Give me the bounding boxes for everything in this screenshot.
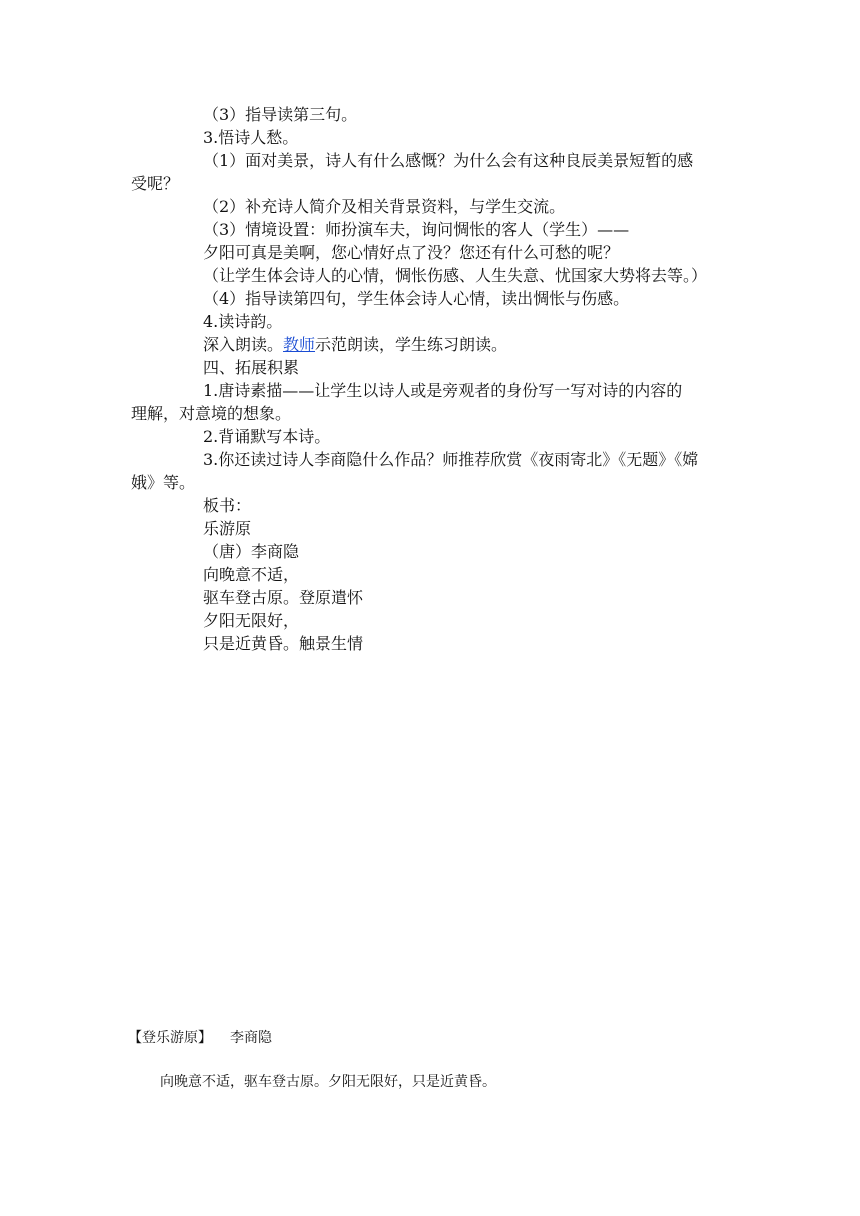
footer-title: 【登乐游原】 <box>128 1030 212 1046</box>
teacher-link[interactable]: 教师 <box>283 335 316 354</box>
text-line: （让学生体会诗人的心情，惆怅伤感、人生失意、忧国家大势将去等。） <box>203 266 708 285</box>
text-line: 理解，对意境的想象。 <box>131 404 292 423</box>
text-line: （2）补充诗人简介及相关背景资料，与学生交流。 <box>203 197 566 216</box>
footer-poem-heading <box>128 1028 272 1048</box>
poem-line: 只是近黄昏。触景生情 <box>203 634 364 653</box>
text-line: （3）情境设置：师扮演车夫，询问惆怅的客人（学生）—— <box>203 220 630 239</box>
poem-line: 驱车登古原。登原遣怀 <box>203 588 364 607</box>
footer-poem-text: 向晚意不适，驱车登古原。夕阳无限好，只是近黄昏。 <box>160 1074 496 1090</box>
text-line: 4.读诗韵。 <box>203 312 283 331</box>
board-heading: 板书： <box>203 496 252 515</box>
text-line: 3.悟诗人愁。 <box>203 128 299 147</box>
text-line: （3）指导读第三句。 <box>203 105 358 124</box>
section-heading: 四、拓展积累 <box>203 358 300 377</box>
poem-line: 夕阳无限好， <box>203 611 300 630</box>
text-fragment: 深入朗读。 <box>203 335 284 354</box>
text-line: 3.你还读过诗人李商隐什么作品？师推荐欣赏《夜雨寄北》《无题》《嫦 <box>203 450 699 469</box>
text-line: 1.唐诗素描——让学生以诗人或是旁观者的身份写一写对诗的内容的 <box>203 381 683 400</box>
poem-title: 乐游原 <box>203 519 252 538</box>
text-fragment: 示范朗读，学生练习朗读。 <box>315 335 508 354</box>
text-line: （4）指导读第四句，学生体会诗人心情，读出惆怅与伤感。 <box>203 289 630 308</box>
text-line <box>203 334 507 356</box>
poem-author: （唐）李商隐 <box>203 542 300 561</box>
text-line: 受呢？ <box>131 174 180 193</box>
footer-author: 李商隐 <box>230 1030 272 1046</box>
text-line: 娥》等。 <box>131 473 196 492</box>
text-line: 夕阳可真是美啊，您心情好点了没？您还有什么可愁的呢？ <box>203 243 620 262</box>
text-line: 2.背诵默写本诗。 <box>203 427 331 446</box>
poem-line: 向晚意不适， <box>203 565 300 584</box>
text-line: （1）面对美景，诗人有什么感慨？为什么会有这种良辰美景短暂的感 <box>203 151 694 170</box>
